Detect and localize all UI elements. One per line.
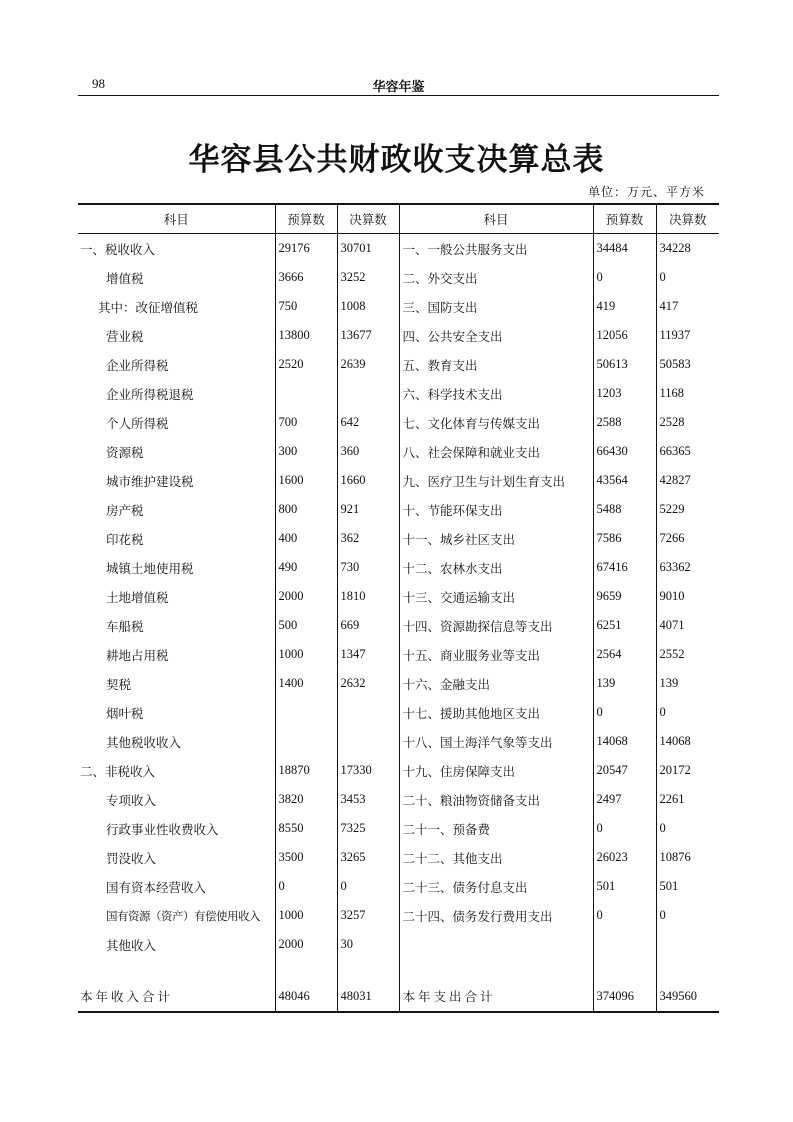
- expense-final: 501: [656, 872, 719, 901]
- income-budget: 2000: [275, 582, 337, 611]
- expense-budget: 1203: [593, 379, 656, 408]
- expense-final: 5229: [656, 495, 719, 524]
- table-row: [78, 466, 719, 495]
- running-title: 华容年鉴: [372, 80, 425, 95]
- income-item: 增值税: [106, 270, 144, 286]
- table-row: [78, 843, 719, 872]
- income-final: [337, 379, 399, 408]
- expense-item: 二、外交支出: [399, 263, 593, 292]
- expense-budget: 6251: [593, 611, 656, 640]
- expense-item: 三、国防支出: [399, 292, 593, 321]
- income-final: 30: [337, 930, 399, 959]
- expense-item: [399, 930, 593, 959]
- table-title: 华容县公共财政收支决算总表: [188, 142, 605, 178]
- expense-final: 14068: [656, 727, 719, 756]
- income-total-budget: 48046: [275, 981, 337, 1012]
- income-item: 契税: [106, 676, 132, 692]
- table-row: [78, 234, 719, 264]
- income-item: 国有资本经营收入: [106, 879, 207, 895]
- expense-budget: 12056: [593, 321, 656, 350]
- expense-final: 11937: [656, 321, 719, 350]
- expense-final: 10876: [656, 843, 719, 872]
- income-final: 1810: [337, 582, 399, 611]
- expense-item: 七、文化体育与传媒支出: [399, 408, 593, 437]
- page-number: 98: [92, 76, 105, 91]
- income-item: 行政事业性收费收入: [106, 821, 219, 837]
- expense-final: 0: [656, 814, 719, 843]
- income-budget: 3666: [275, 263, 337, 292]
- expense-final: 0: [656, 901, 719, 930]
- income-budget: 300: [275, 437, 337, 466]
- income-budget: [275, 727, 337, 756]
- income-budget: 1000: [275, 901, 337, 930]
- income-budget: 1600: [275, 466, 337, 495]
- income-item: 一、税收收入: [80, 241, 156, 257]
- income-item: 营业税: [106, 328, 144, 344]
- expense-budget: 0: [593, 901, 656, 930]
- expense-item: 二十三、债务付息支出: [399, 872, 593, 901]
- expense-budget: 67416: [593, 553, 656, 582]
- expense-final: 4071: [656, 611, 719, 640]
- expense-budget: 66430: [593, 437, 656, 466]
- expense-item: 十七、援助其他地区支出: [399, 698, 593, 727]
- spacer-row: [78, 959, 719, 981]
- expense-budget: 34484: [593, 234, 656, 264]
- expense-item: 五、教育支出: [399, 350, 593, 379]
- income-item: 车船税: [106, 618, 144, 634]
- expense-budget: 5488: [593, 495, 656, 524]
- income-item: 印花税: [106, 531, 144, 547]
- expense-item: 十一、城乡社区支出: [399, 524, 593, 553]
- income-final: 0: [337, 872, 399, 901]
- income-item: 其中：改征增值税: [98, 299, 199, 315]
- income-item: 城镇土地使用税: [106, 560, 194, 576]
- expense-item: 十三、交通运输支出: [399, 582, 593, 611]
- unit-note: 单位：万元、平方米: [587, 185, 705, 199]
- income-final: 921: [337, 495, 399, 524]
- income-budget: [275, 379, 337, 408]
- table-row: [78, 756, 719, 785]
- table-row: [78, 263, 719, 292]
- income-item: 其他税收收入: [106, 734, 182, 750]
- income-item: 国有资源（资产）有偿使用收入: [106, 908, 260, 923]
- expense-item: 十二、农林水支出: [399, 553, 593, 582]
- total-row: [78, 981, 719, 1012]
- income-final: 3265: [337, 843, 399, 872]
- income-item: 城市维护建设税: [106, 473, 194, 489]
- table-header-row: [78, 204, 719, 234]
- income-final: 30701: [337, 234, 399, 264]
- expense-item: 二十二、其他支出: [399, 843, 593, 872]
- expense-budget: 14068: [593, 727, 656, 756]
- income-budget: 800: [275, 495, 337, 524]
- table-row: [78, 408, 719, 437]
- table-row: [78, 669, 719, 698]
- table-row: [78, 814, 719, 843]
- table-row: [78, 901, 719, 930]
- expense-item: 六、科学技术支出: [399, 379, 593, 408]
- income-final: 642: [337, 408, 399, 437]
- income-budget: 490: [275, 553, 337, 582]
- income-item: 企业所得税: [106, 357, 169, 373]
- table-row: [78, 379, 719, 408]
- income-budget: 2000: [275, 930, 337, 959]
- income-budget: 400: [275, 524, 337, 553]
- expense-item: 二十一、预备费: [399, 814, 593, 843]
- income-item: 资源税: [106, 444, 144, 460]
- table-row: [78, 872, 719, 901]
- income-budget: 1400: [275, 669, 337, 698]
- table-row: [78, 524, 719, 553]
- expense-budget: 20547: [593, 756, 656, 785]
- expense-final: 42827: [656, 466, 719, 495]
- table-row: [78, 553, 719, 582]
- expense-final: 7266: [656, 524, 719, 553]
- income-final: 669: [337, 611, 399, 640]
- expense-budget: [593, 930, 656, 959]
- expense-total-final: 349560: [656, 981, 719, 1012]
- table-row: [78, 437, 719, 466]
- expense-final: 1168: [656, 379, 719, 408]
- income-budget: [275, 698, 337, 727]
- expense-final: 63362: [656, 553, 719, 582]
- income-budget: 1000: [275, 640, 337, 669]
- income-total-label: 本年收入合计: [80, 989, 174, 1004]
- expense-budget: 2564: [593, 640, 656, 669]
- table-row: [78, 611, 719, 640]
- expense-final: 9010: [656, 582, 719, 611]
- header-expense-item: 科目: [399, 204, 593, 234]
- expense-item: 二十、粮油物资储备支出: [399, 785, 593, 814]
- income-budget: 13800: [275, 321, 337, 350]
- header-income-item: 科目: [78, 204, 275, 234]
- income-final: 3257: [337, 901, 399, 930]
- fiscal-summary-table: [78, 203, 719, 1013]
- table-row: [78, 930, 719, 959]
- expense-budget: 501: [593, 872, 656, 901]
- income-item: 土地增值税: [106, 589, 169, 605]
- expense-total-budget: 374096: [593, 981, 656, 1012]
- income-item: 个人所得税: [106, 415, 169, 431]
- income-budget: 500: [275, 611, 337, 640]
- income-item: 罚没收入: [106, 850, 157, 866]
- income-item: 二、非税收入: [80, 763, 156, 779]
- income-budget: 750: [275, 292, 337, 321]
- income-final: 3453: [337, 785, 399, 814]
- table-row: [78, 727, 719, 756]
- table-body: [78, 234, 719, 960]
- expense-item: 十六、金融支出: [399, 669, 593, 698]
- income-final: 1347: [337, 640, 399, 669]
- expense-item: 八、社会保障和就业支出: [399, 437, 593, 466]
- expense-budget: 50613: [593, 350, 656, 379]
- expense-final: 20172: [656, 756, 719, 785]
- expense-final: 2552: [656, 640, 719, 669]
- expense-final: 0: [656, 698, 719, 727]
- expense-final: 34228: [656, 234, 719, 264]
- income-budget: 0: [275, 872, 337, 901]
- header-expense-final: 决算数: [656, 204, 719, 234]
- income-item: 房产税: [106, 502, 144, 518]
- table-row: [78, 785, 719, 814]
- expense-budget: 2588: [593, 408, 656, 437]
- income-item: 专项收入: [106, 792, 157, 808]
- expense-item: 一、一般公共服务支出: [399, 234, 593, 264]
- income-final: 2632: [337, 669, 399, 698]
- income-budget: 8550: [275, 814, 337, 843]
- income-final: 730: [337, 553, 399, 582]
- expense-item: 四、公共安全支出: [399, 321, 593, 350]
- expense-budget: 419: [593, 292, 656, 321]
- income-final: 1008: [337, 292, 399, 321]
- income-budget: 700: [275, 408, 337, 437]
- income-item: 烟叶税: [106, 705, 144, 721]
- expense-final: 2528: [656, 408, 719, 437]
- expense-budget: 26023: [593, 843, 656, 872]
- expense-budget: 0: [593, 263, 656, 292]
- expense-final: 139: [656, 669, 719, 698]
- table-row: [78, 495, 719, 524]
- income-final: 13677: [337, 321, 399, 350]
- expense-item: 十八、国土海洋气象等支出: [399, 727, 593, 756]
- table-row: [78, 321, 719, 350]
- income-item: 其他收入: [106, 937, 157, 953]
- income-final: 3252: [337, 263, 399, 292]
- expense-item: 二十四、债务发行费用支出: [399, 901, 593, 930]
- expense-final: 66365: [656, 437, 719, 466]
- expense-budget: 43564: [593, 466, 656, 495]
- table-row: [78, 350, 719, 379]
- income-total-final: 48031: [337, 981, 399, 1012]
- table-row: [78, 698, 719, 727]
- expense-item: 十五、商业服务业等支出: [399, 640, 593, 669]
- header-rule: [78, 95, 719, 96]
- table-row: [78, 292, 719, 321]
- table-row: [78, 582, 719, 611]
- expense-final: 2261: [656, 785, 719, 814]
- income-final: [337, 698, 399, 727]
- header-expense-budget: 预算数: [593, 204, 656, 234]
- expense-final: 0: [656, 263, 719, 292]
- income-final: 1660: [337, 466, 399, 495]
- income-budget: 2520: [275, 350, 337, 379]
- income-budget: 3500: [275, 843, 337, 872]
- expense-budget: 139: [593, 669, 656, 698]
- expense-item: 十、节能环保支出: [399, 495, 593, 524]
- expense-final: 50583: [656, 350, 719, 379]
- income-final: 360: [337, 437, 399, 466]
- expense-budget: 2497: [593, 785, 656, 814]
- expense-item: 九、医疗卫生与计划生育支出: [399, 466, 593, 495]
- expense-final: 417: [656, 292, 719, 321]
- income-item: 企业所得税退税: [106, 386, 194, 402]
- expense-budget: 0: [593, 814, 656, 843]
- income-budget: 29176: [275, 234, 337, 264]
- expense-final: [656, 930, 719, 959]
- header-income-budget: 预算数: [275, 204, 337, 234]
- expense-total-label: 本年支出合计: [399, 981, 593, 1012]
- income-final: 362: [337, 524, 399, 553]
- expense-budget: 0: [593, 698, 656, 727]
- income-final: 17330: [337, 756, 399, 785]
- header-income-final: 决算数: [337, 204, 399, 234]
- income-budget: 18870: [275, 756, 337, 785]
- income-final: [337, 727, 399, 756]
- table-row: [78, 640, 719, 669]
- income-final: 7325: [337, 814, 399, 843]
- income-item: 耕地占用税: [106, 647, 169, 663]
- income-budget: 3820: [275, 785, 337, 814]
- expense-budget: 7586: [593, 524, 656, 553]
- expense-item: 十四、资源勘探信息等支出: [399, 611, 593, 640]
- income-final: 2639: [337, 350, 399, 379]
- expense-budget: 9659: [593, 582, 656, 611]
- expense-item: 十九、住房保障支出: [399, 756, 593, 785]
- page-header: [78, 76, 719, 94]
